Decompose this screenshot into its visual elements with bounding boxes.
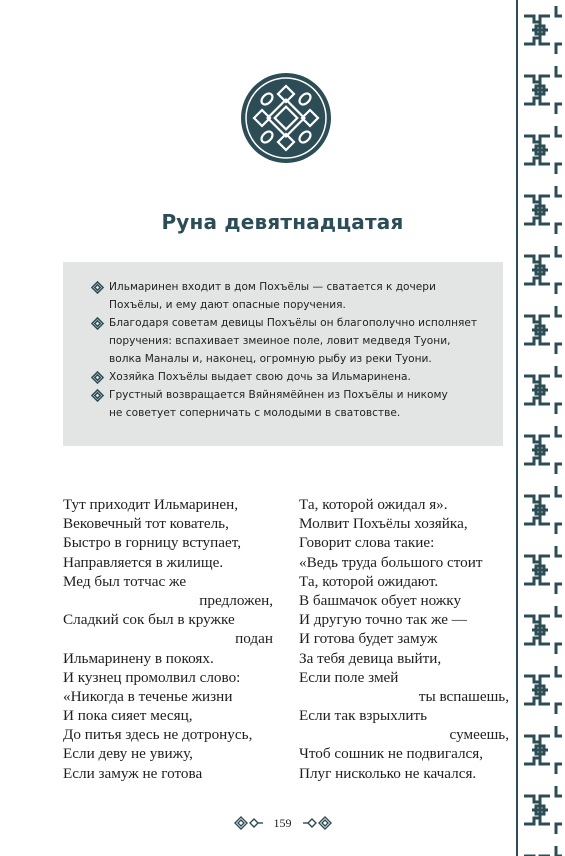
summary-line: Благодаря советам девицы Похъёлы он благополучно исполняет — [109, 317, 478, 329]
ornament-border-icon — [516, 0, 565, 856]
poem-line: И готова будет замуж — [299, 630, 438, 648]
summary-line: не советует соперничать с молодыми в сватовстве. — [109, 407, 401, 419]
summary-item — [91, 314, 483, 368]
knot-bullet-icon — [91, 371, 104, 384]
summary-item — [91, 368, 483, 386]
summary-item — [91, 386, 483, 422]
knot-bullet-icon — [91, 281, 104, 294]
poem-line: Плуг нисколько не качался. — [299, 764, 477, 782]
poem-line: Ильмаринену в покоях. — [63, 649, 214, 667]
poem-line: сумеешь, — [449, 726, 509, 744]
summary-box — [63, 262, 503, 446]
poem-line: предложен, — [199, 591, 273, 609]
poem-line: В башмачок обует ножку — [299, 591, 462, 609]
poem-line: подан — [235, 630, 273, 648]
poem-line: До питья здесь не дотронусь, — [63, 726, 253, 744]
knot-emblem-icon — [240, 72, 332, 164]
knot-footer-ornament-icon — [302, 816, 332, 830]
summary-line: Ильмаринен входит в дом Похъёлы — сватается к дочери — [109, 281, 436, 293]
knot-bullet-icon — [91, 389, 104, 402]
summary-line: волка Маналы и, наконец, огромную рыбу из реки Туони. — [109, 353, 432, 365]
poem-line: Если так взрыхлить — [299, 707, 428, 725]
poem-line: Мед был тотчас же — [63, 572, 187, 590]
summary-line: Похъёлы, и ему дают опасные поручения. — [109, 299, 346, 311]
poem-line: Если замуж не готова — [63, 764, 203, 782]
page-footer — [0, 814, 565, 832]
page-number: 159 — [273, 815, 292, 830]
poem-line: Сладкий сок был в кружке — [63, 611, 235, 629]
poem-line: «Никогда в теченье жизни — [63, 687, 233, 705]
poem-column-right — [299, 495, 509, 783]
chapter-title: Руна девятнадцатая — [161, 210, 404, 234]
poem-line: Направляется в жилище. — [63, 553, 224, 571]
poem-line: Вековечный тот кователь, — [63, 515, 229, 533]
poem-line: Чтоб сошник не подвигался, — [299, 745, 484, 763]
poem-line: Если поле змей — [299, 668, 399, 686]
poem-line: «Ведь труда большого стоит — [299, 553, 483, 571]
poem-line: Если деву не увижу, — [63, 745, 193, 763]
poem-line: Быстро в горницу вступает, — [63, 534, 242, 552]
summary-line: Хозяйка Похъёлы выдает свою дочь за Ильмаринена. — [109, 371, 411, 383]
poem-column-left — [63, 495, 273, 783]
poem-line: И кузнец промолвил слово: — [63, 668, 241, 686]
poem-line: Та, которой ожидал я». — [299, 496, 448, 513]
poem-line: Тут приходит Ильмаринен, — [63, 496, 239, 513]
poem-line: Та, которой ожидают. — [299, 572, 439, 590]
knot-bullet-icon — [91, 317, 104, 330]
poem-line: За тебя девица выйти, — [299, 649, 442, 667]
summary-line: поручения: вспахивает змеиное поле, ловит медведя Туони, — [109, 335, 451, 347]
summary-item — [91, 278, 483, 314]
poem-line: Молвит Похъёлы хозяйка, — [299, 515, 468, 533]
poem-line: Говорит слова такие: — [299, 534, 435, 552]
poem-line: ты вспашешь, — [418, 687, 509, 705]
poem-line: И пока сияет месяц, — [63, 707, 193, 725]
poem-line: И другую точно так же — — [299, 611, 467, 629]
knot-footer-ornament-icon — [234, 816, 264, 830]
summary-line: Грустный возвращается Вяйнямёйнен из Похъёлы и никому — [109, 389, 448, 401]
